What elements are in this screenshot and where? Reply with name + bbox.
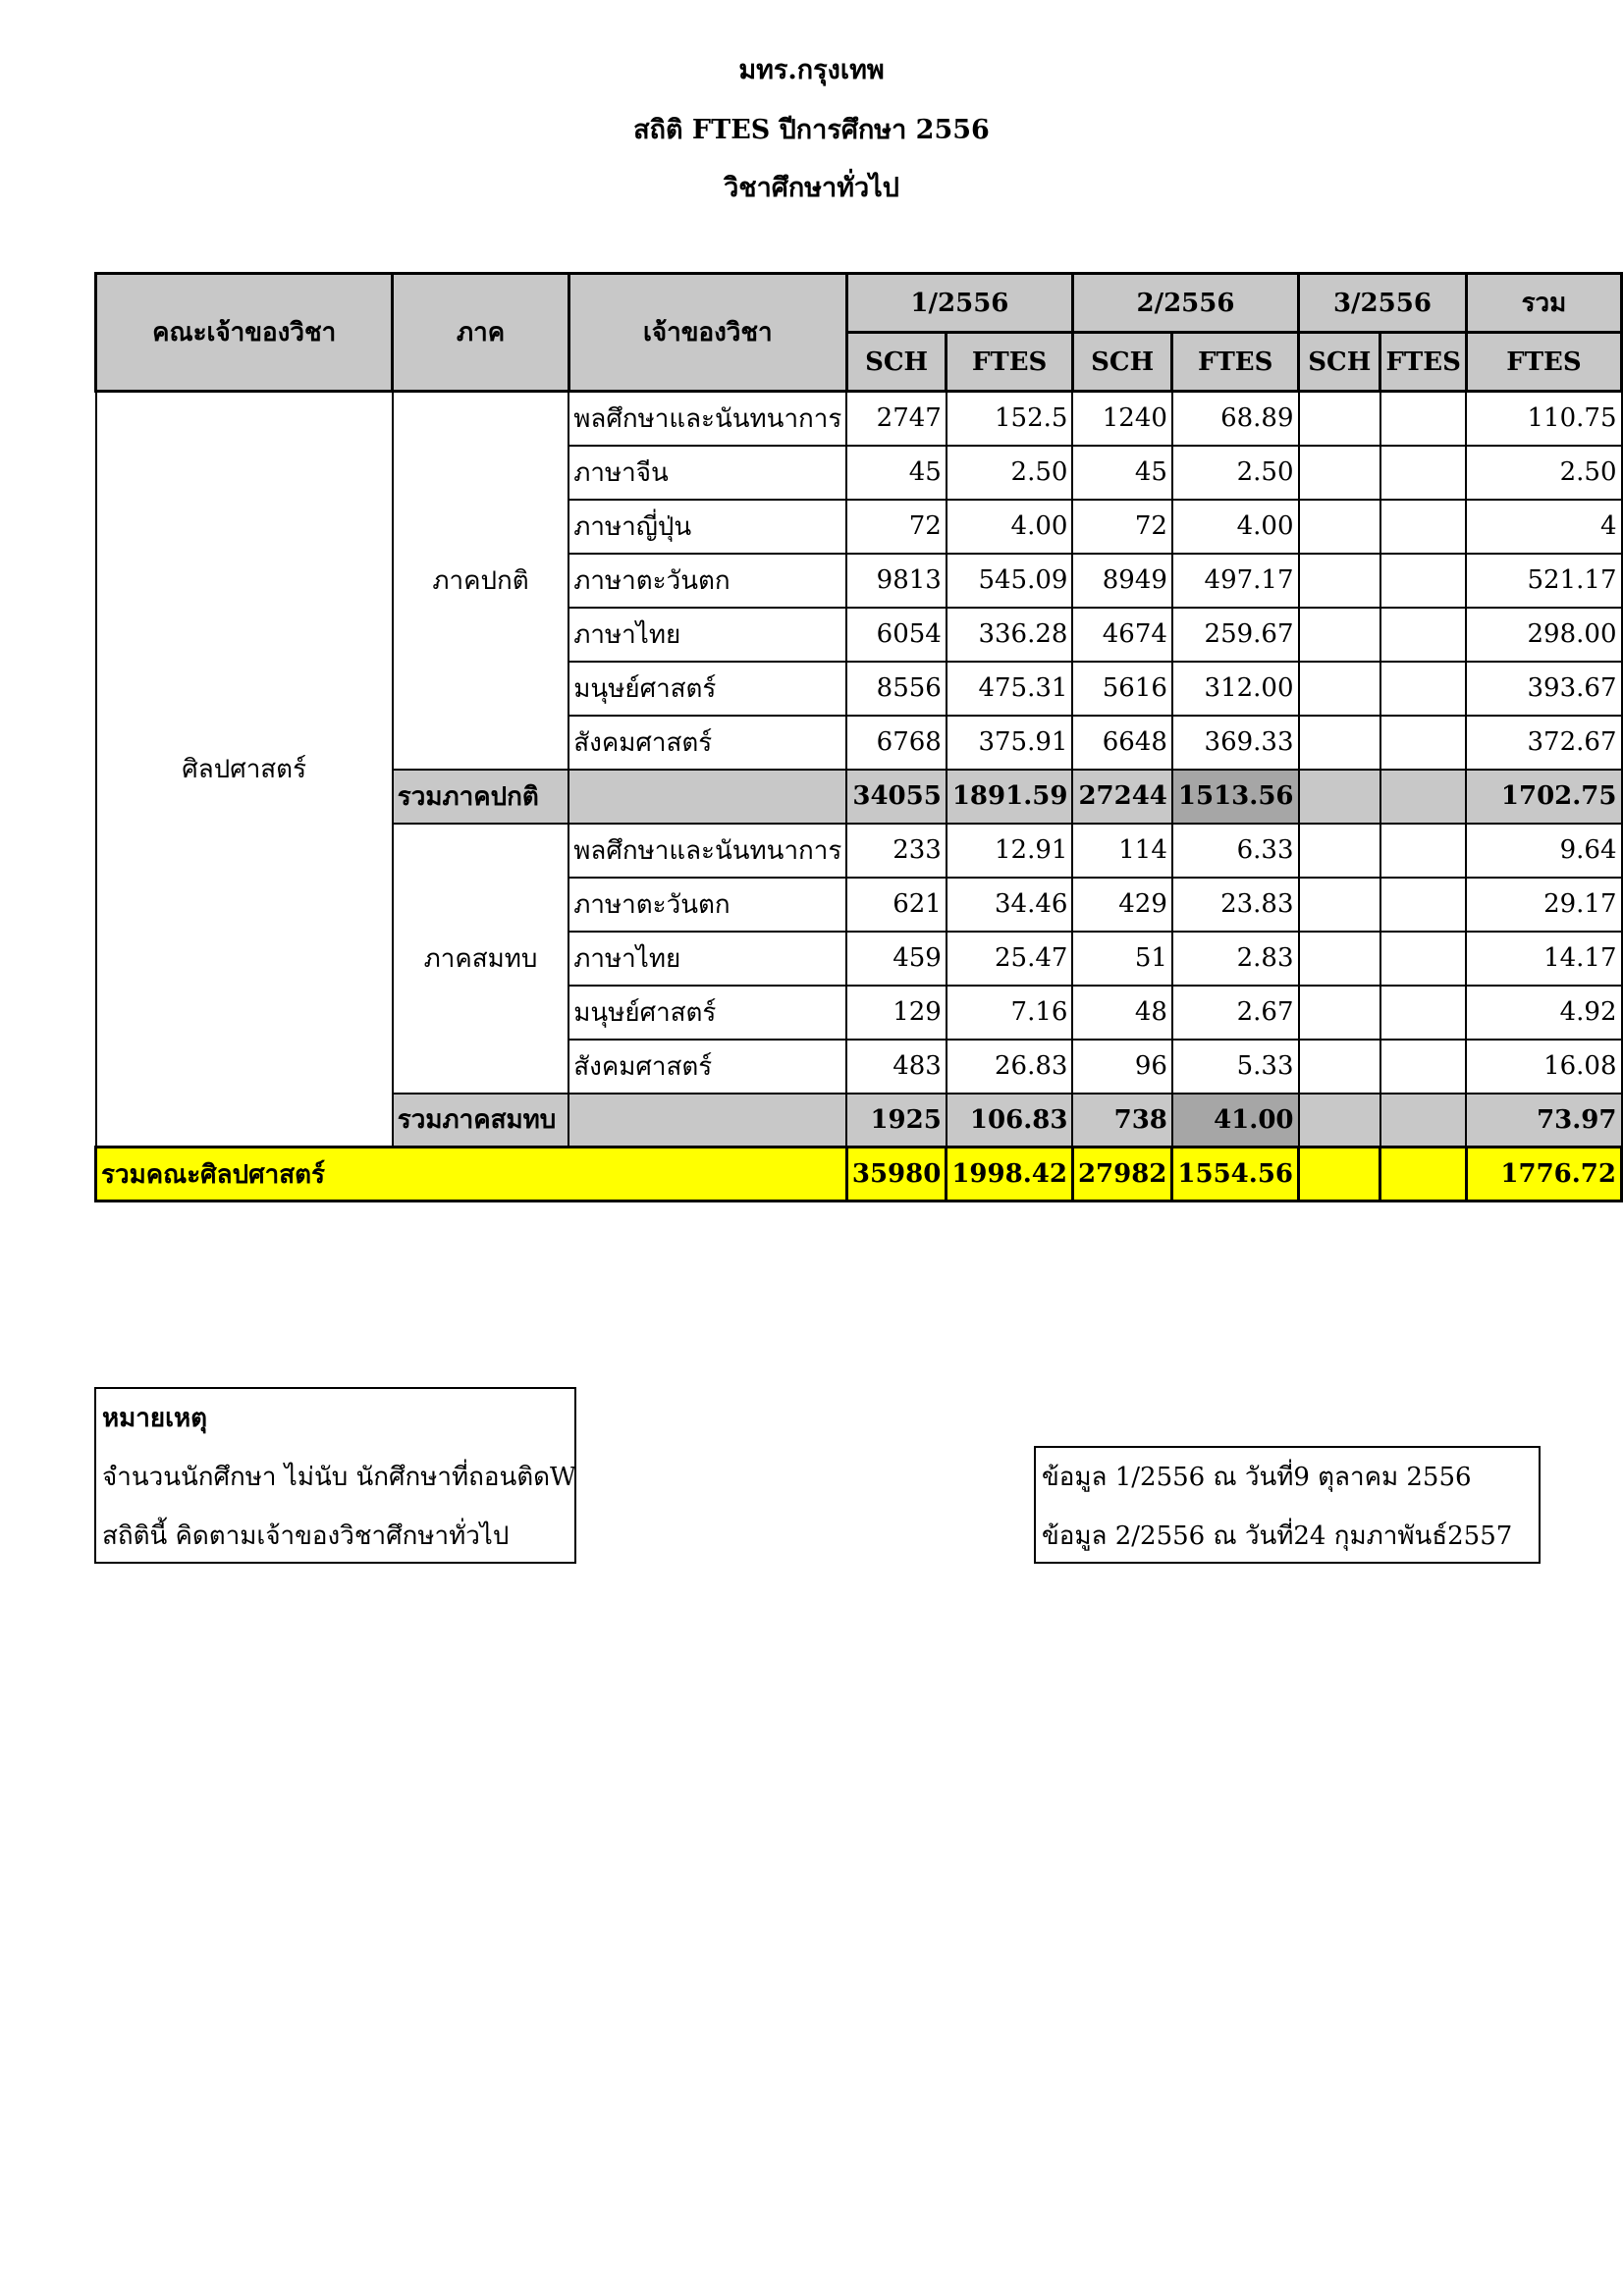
ftes1-cell: 545.09 (947, 554, 1073, 608)
sch3-cell (1299, 770, 1380, 824)
ftes3-cell (1380, 932, 1466, 986)
ftes3-cell (1380, 446, 1466, 500)
subject-cell: สังคมศาสตร์ (568, 716, 846, 770)
ftes2-cell: 1513.56 (1172, 770, 1299, 824)
sch3-cell (1299, 446, 1380, 500)
header-ftes: FTES (947, 333, 1073, 392)
ftes3-cell (1380, 878, 1466, 932)
subtotal-blank (568, 1094, 846, 1148)
sch2-cell: 8949 (1072, 554, 1171, 608)
ftes1-cell: 7.16 (947, 986, 1073, 1040)
ftes1-cell: 375.91 (947, 716, 1073, 770)
ftes2-cell: 5.33 (1172, 1040, 1299, 1094)
sch3-cell (1299, 716, 1380, 770)
sch1-cell: 1925 (846, 1094, 946, 1148)
total-cell: 1702.75 (1466, 770, 1621, 824)
sch1-cell: 6768 (846, 716, 946, 770)
ftes3-cell (1380, 554, 1466, 608)
subject-cell: มนุษย์ศาสตร์ (568, 986, 846, 1040)
data-dates-box (1034, 1446, 1541, 1564)
ftes3-cell (1380, 500, 1466, 554)
data-date-line-1: ข้อมูล 1/2556 ณ วันที่9 ตุลาคม 2556 (1042, 1463, 1472, 1492)
program-special-cell: ภาคสมทบ (393, 824, 568, 1094)
total-cell: 372.67 (1466, 716, 1621, 770)
sch1-cell: 483 (846, 1040, 946, 1094)
ftes1-cell: 1891.59 (947, 770, 1073, 824)
subtotal-label: รวมภาคปกติ (393, 770, 568, 824)
sch2-cell: 96 (1072, 1040, 1171, 1094)
subtotal-label: รวมภาคสมทบ (393, 1094, 568, 1148)
data-date-line-2: ข้อมูล 2/2556 ณ วันที่24 กุมภาพันธ์2557 (1042, 1522, 1513, 1551)
header-sch: SCH (1072, 333, 1171, 392)
sch1-cell: 8556 (846, 662, 946, 716)
ftes1-cell: 336.28 (947, 608, 1073, 662)
total-cell: 298.00 (1466, 608, 1621, 662)
ftes3-cell (1380, 608, 1466, 662)
ftes2-cell: 497.17 (1172, 554, 1299, 608)
ftes3-cell (1380, 392, 1466, 446)
ftes3-cell (1380, 986, 1466, 1040)
total-cell: 9.64 (1466, 824, 1621, 878)
header-total: รวม (1466, 274, 1621, 333)
ftes3-cell (1380, 824, 1466, 878)
header-sch: SCH (1299, 333, 1380, 392)
subject-cell: สังคมศาสตร์ (568, 1040, 846, 1094)
sch1-cell: 233 (846, 824, 946, 878)
sch1-cell: 9813 (846, 554, 946, 608)
sch3-cell (1299, 986, 1380, 1040)
ftes3-cell (1380, 1148, 1466, 1201)
ftes2-cell: 1554.56 (1172, 1148, 1299, 1201)
ftes2-cell: 4.00 (1172, 500, 1299, 554)
sch1-cell: 35980 (846, 1148, 946, 1201)
sch2-cell: 45 (1072, 446, 1171, 500)
header-sem3: 3/2556 (1299, 274, 1467, 333)
sch3-cell (1299, 1148, 1380, 1201)
subject-cell: ภาษาตะวันตก (568, 554, 846, 608)
subject-cell: ภาษาญี่ปุ่น (568, 500, 846, 554)
subject-cell: ภาษาจีน (568, 446, 846, 500)
ftes1-cell: 152.5 (947, 392, 1073, 446)
header-sem1: 1/2556 (846, 274, 1072, 333)
subject-cell: พลศึกษาและนันทนาการ (568, 824, 846, 878)
ftes2-cell: 2.83 (1172, 932, 1299, 986)
sch2-cell: 6648 (1072, 716, 1171, 770)
sch2-cell: 51 (1072, 932, 1171, 986)
notes-box (94, 1387, 576, 1564)
faculty-cell: ศิลปศาสตร์ (96, 392, 393, 1148)
ftes-table (94, 272, 1623, 1202)
ftes2-cell: 369.33 (1172, 716, 1299, 770)
notes-heading: หมายเหตุ (102, 1404, 208, 1433)
sch2-cell: 114 (1072, 824, 1171, 878)
total-cell: 521.17 (1466, 554, 1621, 608)
sch1-cell: 459 (846, 932, 946, 986)
header-program: ภาค (393, 274, 568, 392)
sch3-cell (1299, 662, 1380, 716)
ftes2-cell: 41.00 (1172, 1094, 1299, 1148)
sch1-cell: 621 (846, 878, 946, 932)
sch2-cell: 27982 (1072, 1148, 1171, 1201)
ftes1-cell: 2.50 (947, 446, 1073, 500)
report-title: สถิติ FTES ปีการศึกษา 2556 (633, 115, 990, 145)
subject-cell: ภาษาไทย (568, 932, 846, 986)
table-row (96, 392, 1622, 446)
header-owner: เจ้าของวิชา (568, 274, 846, 392)
ftes2-cell: 312.00 (1172, 662, 1299, 716)
sch3-cell (1299, 554, 1380, 608)
sch3-cell (1299, 878, 1380, 932)
total-cell: 4 (1466, 500, 1621, 554)
sch2-cell: 429 (1072, 878, 1171, 932)
ftes1-cell: 34.46 (947, 878, 1073, 932)
notes-line-1: จำนวนนักศึกษา ไม่นับ นักศึกษาที่ถอนติดW (102, 1463, 576, 1492)
org-name: มทร.กรุงเทพ (738, 55, 885, 85)
header-ftes: FTES (1172, 333, 1299, 392)
ftes2-cell: 259.67 (1172, 608, 1299, 662)
sch2-cell: 5616 (1072, 662, 1171, 716)
ftes1-cell: 1998.42 (947, 1148, 1073, 1201)
ftes3-cell (1380, 662, 1466, 716)
ftes1-cell: 25.47 (947, 932, 1073, 986)
subject-cell: ภาษาตะวันตก (568, 878, 846, 932)
sch1-cell: 2747 (846, 392, 946, 446)
ftes1-cell: 4.00 (947, 500, 1073, 554)
header-sem2: 2/2556 (1072, 274, 1298, 333)
sch2-cell: 72 (1072, 500, 1171, 554)
total-cell: 393.67 (1466, 662, 1621, 716)
subject-cell: ภาษาไทย (568, 608, 846, 662)
sch2-cell: 4674 (1072, 608, 1171, 662)
subtotal-blank (568, 770, 846, 824)
sch2-cell: 27244 (1072, 770, 1171, 824)
program-regular-cell: ภาคปกติ (393, 392, 568, 770)
ftes1-cell: 26.83 (947, 1040, 1073, 1094)
sch3-cell (1299, 824, 1380, 878)
header-faculty: คณะเจ้าของวิชา (96, 274, 393, 392)
sch3-cell (1299, 932, 1380, 986)
sch3-cell (1299, 1094, 1380, 1148)
notes-line-2: สถิตินี้ คิดตามเจ้าของวิชาศึกษาทั่วไป (102, 1522, 510, 1551)
sch1-cell: 129 (846, 986, 946, 1040)
ftes2-cell: 23.83 (1172, 878, 1299, 932)
total-cell: 4.92 (1466, 986, 1621, 1040)
total-cell: 29.17 (1466, 878, 1621, 932)
grand-total-label: รวมคณะศิลปศาสตร์ (96, 1148, 847, 1201)
header-ftes: FTES (1466, 333, 1621, 392)
sch1-cell: 45 (846, 446, 946, 500)
ftes3-cell (1380, 1040, 1466, 1094)
total-cell: 2.50 (1466, 446, 1621, 500)
sch1-cell: 34055 (846, 770, 946, 824)
ftes2-cell: 6.33 (1172, 824, 1299, 878)
total-cell: 14.17 (1466, 932, 1621, 986)
header-ftes: FTES (1380, 333, 1466, 392)
sch3-cell (1299, 1040, 1380, 1094)
sch3-cell (1299, 608, 1380, 662)
sch1-cell: 72 (846, 500, 946, 554)
sch1-cell: 6054 (846, 608, 946, 662)
ftes3-cell (1380, 716, 1466, 770)
ftes1-cell: 12.91 (947, 824, 1073, 878)
header-sch: SCH (846, 333, 946, 392)
report-subtitle: วิชาศึกษาทั่วไป (724, 173, 899, 203)
ftes1-cell: 475.31 (947, 662, 1073, 716)
sch2-cell: 1240 (1072, 392, 1171, 446)
sch3-cell (1299, 500, 1380, 554)
ftes3-cell (1380, 770, 1466, 824)
sch2-cell: 48 (1072, 986, 1171, 1040)
total-cell: 73.97 (1466, 1094, 1621, 1148)
ftes2-cell: 68.89 (1172, 392, 1299, 446)
subject-cell: พลศึกษาและนันทนาการ (568, 392, 846, 446)
subject-cell: มนุษย์ศาสตร์ (568, 662, 846, 716)
ftes1-cell: 106.83 (947, 1094, 1073, 1148)
ftes2-cell: 2.67 (1172, 986, 1299, 1040)
ftes2-cell: 2.50 (1172, 446, 1299, 500)
ftes3-cell (1380, 1094, 1466, 1148)
total-cell: 110.75 (1466, 392, 1621, 446)
grand-total-row (96, 1148, 1622, 1201)
total-cell: 16.08 (1466, 1040, 1621, 1094)
sch2-cell: 738 (1072, 1094, 1171, 1148)
total-cell: 1776.72 (1466, 1148, 1621, 1201)
sch3-cell (1299, 392, 1380, 446)
